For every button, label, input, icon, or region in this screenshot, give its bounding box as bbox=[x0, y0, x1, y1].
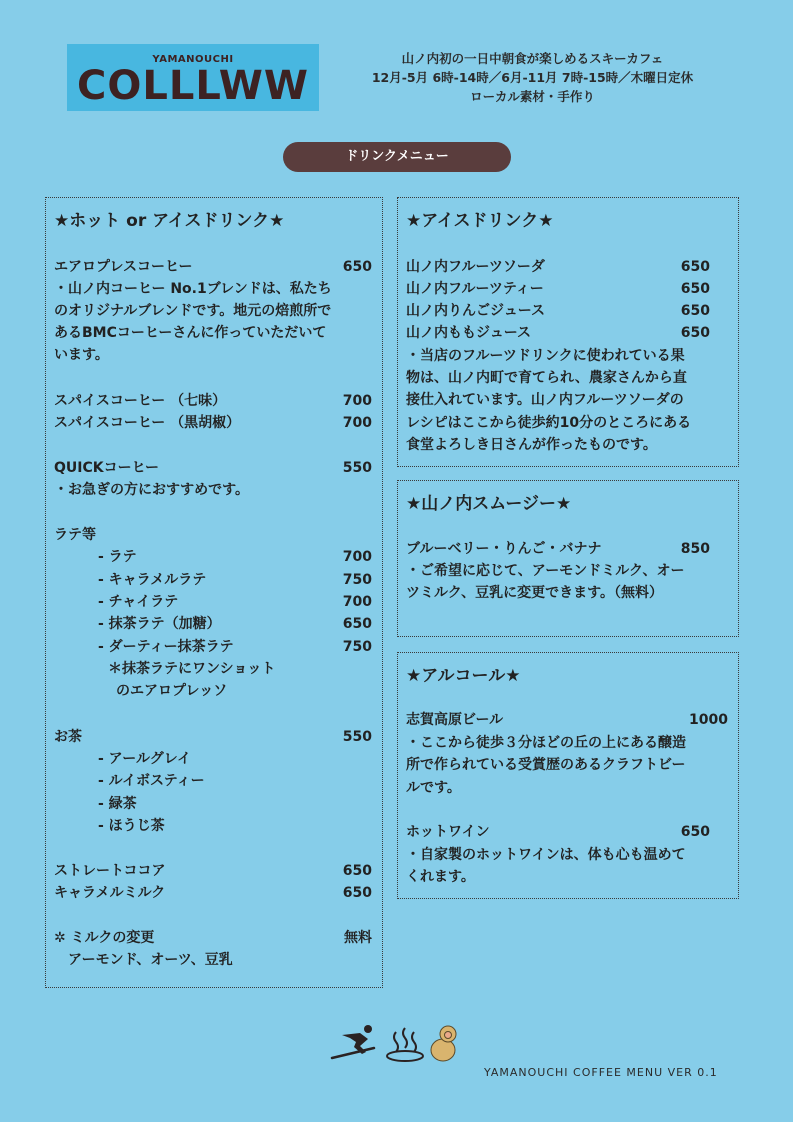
item-name: お茶 bbox=[54, 729, 82, 745]
item-name: 山ノ内りんごジュース bbox=[406, 303, 546, 319]
list-item: - ルイボスティー bbox=[98, 773, 205, 789]
item-price: 無料 bbox=[344, 930, 372, 946]
item-name: スパイスコーヒー （黒胡椒） bbox=[54, 415, 241, 431]
menu-item bbox=[406, 256, 728, 278]
menu-item bbox=[54, 256, 372, 278]
menu-item bbox=[54, 726, 372, 748]
footer-icons bbox=[330, 1022, 465, 1068]
smoothie-section bbox=[397, 480, 739, 637]
hot-spring-icon bbox=[387, 1028, 423, 1061]
item-price: 700 bbox=[342, 393, 372, 409]
item-name: - キャラメルラテ bbox=[98, 572, 207, 588]
item-price: 700 bbox=[342, 415, 372, 431]
item-price: 650 bbox=[342, 885, 372, 901]
item-price: 650 bbox=[342, 259, 372, 275]
menu-item bbox=[98, 569, 372, 591]
menu-item bbox=[54, 390, 372, 412]
list-item: - 緑茶 bbox=[98, 796, 137, 812]
menu-item bbox=[406, 300, 728, 322]
logo bbox=[67, 44, 319, 111]
item-name: ストレートココア bbox=[54, 863, 166, 879]
menu-item bbox=[406, 322, 728, 344]
ice-drinks-section bbox=[397, 197, 739, 467]
item-description: 接仕入れています。山ノ内フルーツソーダの bbox=[406, 392, 684, 408]
item-description: レシピはここから徒歩約10分のところにある bbox=[406, 415, 692, 431]
item-description: ・自家製のホットワインは、体も心も温めて bbox=[406, 847, 686, 863]
item-description: 物は、山ノ内町で育てられ、農家さんから直 bbox=[406, 370, 687, 386]
item-description: ・お急ぎの方におすすめです。 bbox=[54, 482, 250, 498]
item-name: - チャイラテ bbox=[98, 594, 179, 610]
item-description: ツミルク、豆乳に変更できます。（無料） bbox=[406, 585, 664, 601]
menu-item bbox=[406, 709, 728, 731]
item-name: - 抹茶ラテ（加糖） bbox=[98, 616, 221, 632]
item-name: QUICKコーヒー bbox=[54, 460, 160, 476]
menu-item bbox=[98, 591, 372, 613]
section-title: ★アイスドリンク★ bbox=[406, 211, 554, 231]
menu-banner: ドリンクメニュー bbox=[283, 142, 511, 172]
section-title: ★アルコール★ bbox=[406, 666, 521, 686]
item-description: ・山ノ内コーヒー No.1ブレンドは、私たち bbox=[54, 281, 332, 297]
item-price: 550 bbox=[342, 460, 372, 476]
item-name: - ダーティー抹茶ラテ bbox=[98, 639, 234, 655]
item-description: 食堂よろしき日さんが作ったものです。 bbox=[406, 437, 657, 453]
item-price: 700 bbox=[342, 594, 372, 610]
item-price: 750 bbox=[342, 639, 372, 655]
menu-item bbox=[98, 636, 372, 658]
item-description: います。 bbox=[54, 347, 109, 363]
item-note: のエアロプレッソ bbox=[116, 683, 228, 699]
item-name: 山ノ内フルーツティー bbox=[406, 281, 544, 297]
item-description: ルです。 bbox=[406, 780, 461, 796]
item-note: ＊抹茶ラテにワンショット bbox=[108, 661, 276, 677]
hot-or-ice-section bbox=[45, 197, 383, 988]
menu-item bbox=[406, 821, 728, 843]
menu-item bbox=[54, 457, 372, 479]
item-price: 850 bbox=[680, 541, 710, 557]
menu-item bbox=[54, 882, 372, 904]
header-tagline: 山ノ内初の一日中朝食が楽しめるスキーカフェ bbox=[401, 51, 664, 66]
item-price: 750 bbox=[342, 572, 372, 588]
menu-item bbox=[406, 278, 728, 300]
item-price: 700 bbox=[342, 549, 372, 565]
item-name: ホットワイン bbox=[406, 824, 490, 840]
item-name: 山ノ内ももジュース bbox=[406, 325, 532, 341]
snow-monkey-icon bbox=[431, 1026, 456, 1061]
item-name: - ラテ bbox=[98, 549, 137, 565]
item-name: 志賀高原ビール bbox=[406, 712, 504, 728]
item-name: キャラメルミルク bbox=[54, 885, 166, 901]
item-name: スパイスコーヒー （七味） bbox=[54, 393, 227, 409]
item-price: 550 bbox=[342, 729, 372, 745]
item-description: くれます。 bbox=[406, 869, 475, 885]
item-name: ✲ ミルクの変更 bbox=[54, 930, 155, 946]
item-name: エアロプレスコーヒー bbox=[54, 259, 193, 275]
item-description: 所で作られている受賞歴のあるクラフトビー bbox=[406, 757, 686, 773]
skier-icon bbox=[332, 1025, 374, 1058]
menu-item bbox=[98, 546, 372, 568]
item-description: アーモンド、オーツ、豆乳 bbox=[68, 952, 233, 968]
section-title: ★山ノ内スムージー★ bbox=[406, 494, 572, 514]
item-price: 650 bbox=[342, 863, 372, 879]
item-price: 650 bbox=[680, 303, 710, 319]
section-title: ★ホット or アイスドリンク★ bbox=[54, 211, 285, 231]
logo-top-text: YAMANOUCHI bbox=[152, 54, 234, 65]
item-price: 1000 bbox=[689, 712, 728, 728]
menu-item bbox=[54, 927, 372, 949]
footer-text: YAMANOUCHI COFFEE MENU VER 0.1 bbox=[484, 1066, 718, 1079]
item-description: ・当店のフルーツドリンクに使われている果 bbox=[406, 348, 685, 364]
item-name: ブルーベリー・りんご・バナナ bbox=[406, 541, 602, 557]
menu-item bbox=[406, 538, 728, 560]
item-description: ・ここから徒歩３分ほどの丘の上にある醸造 bbox=[406, 735, 686, 751]
logo-main-text: COLLLWW bbox=[77, 63, 309, 109]
header-hours: 12月-5月 6時-14時／6月-11月 7時-15時／木曜日定休 bbox=[371, 70, 694, 85]
alcohol-section bbox=[397, 652, 739, 899]
list-item: - アールグレイ bbox=[98, 751, 192, 767]
item-description: あるBMCコーヒーさんに作っていただいて bbox=[54, 325, 327, 341]
item-price: 650 bbox=[680, 824, 710, 840]
item-price: 650 bbox=[680, 325, 710, 341]
item-price: 650 bbox=[680, 259, 710, 275]
menu-item bbox=[54, 412, 372, 434]
item-description: ・ご希望に応じて、アーモンドミルク、オー bbox=[406, 563, 685, 579]
item-description: のオリジナルブレンドです。地元の焙煎所で bbox=[54, 303, 332, 319]
header-info bbox=[360, 49, 705, 106]
header-subline: ローカル素材・手作り bbox=[470, 89, 595, 104]
latte-heading: ラテ等 bbox=[54, 527, 96, 543]
menu-item bbox=[54, 860, 372, 882]
list-item: - ほうじ茶 bbox=[98, 818, 165, 834]
item-price: 650 bbox=[342, 616, 372, 632]
menu-item bbox=[98, 613, 372, 635]
item-price: 650 bbox=[680, 281, 710, 297]
item-name: 山ノ内フルーツソーダ bbox=[406, 259, 545, 275]
